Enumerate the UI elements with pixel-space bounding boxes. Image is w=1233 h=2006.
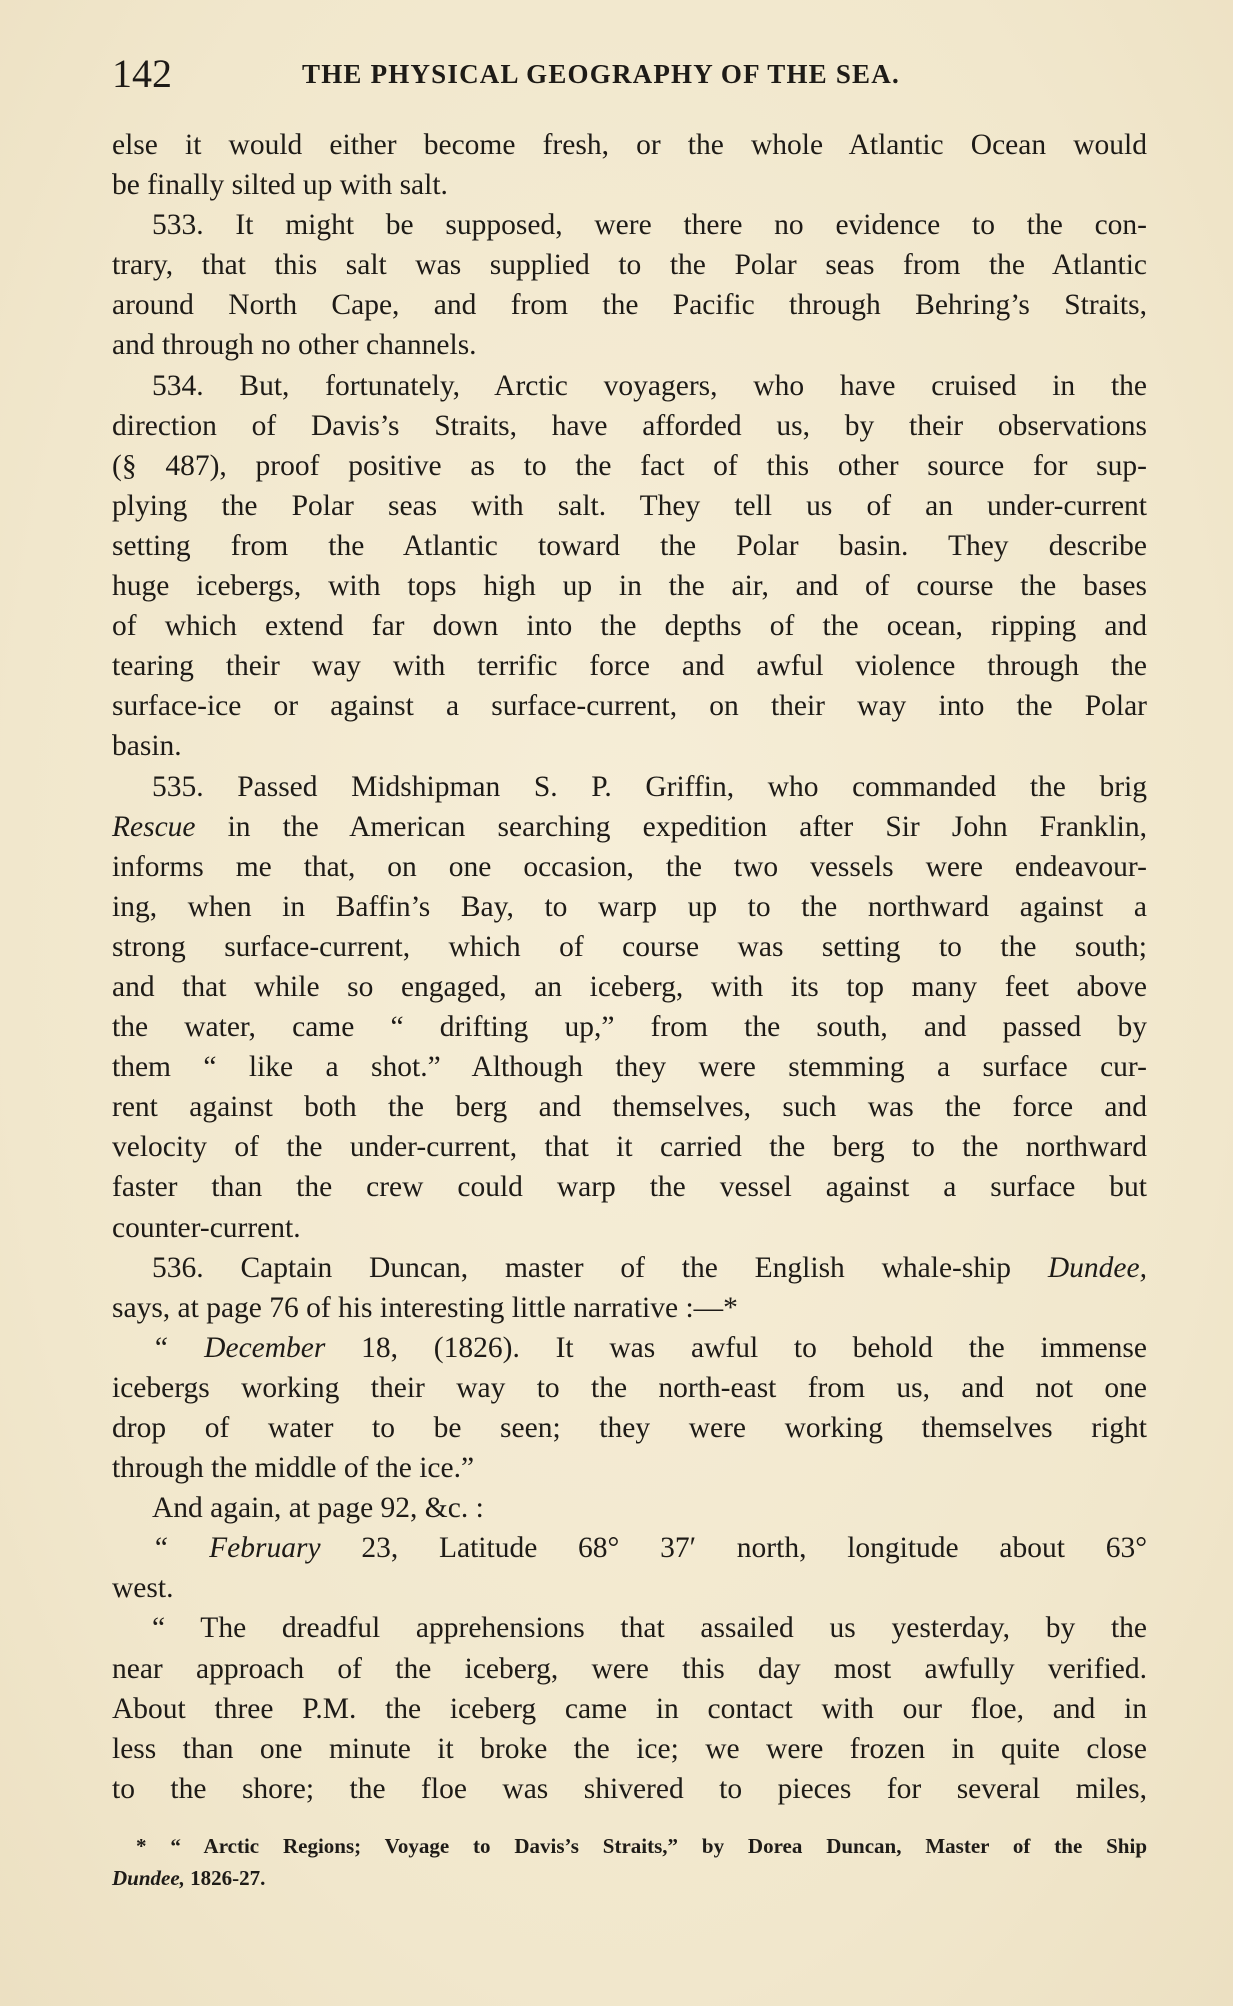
paragraph-533: 533. It might be supposed, were there no evidence to the con-: [152, 209, 1147, 242]
text-line: says, at page 76 of his interesting little narrative :—*: [112, 1291, 738, 1324]
footnote-line: [112, 1862, 1147, 1894]
text-line: through the middle of the ice.”: [112, 1452, 475, 1485]
text-line: rent against both the berg and themselves, such was the force and: [112, 1091, 1147, 1124]
text-line: of which extend far down into the depths of the ocean, ripping and: [112, 610, 1147, 643]
text-line: About three P.M. the iceberg came in contact with our floe, and in: [112, 1692, 1147, 1725]
text-line: “ The dreadful apprehensions that assailed us yesterday, by the: [152, 1612, 1147, 1645]
text-line: And again, at page 92, &c. :: [152, 1492, 484, 1525]
footnote-years: 1826-27.: [184, 1866, 266, 1890]
page-header: [112, 44, 1132, 104]
text-line: informs me that, on one occasion, the two vessels were endeavour-: [112, 850, 1147, 883]
text-line: surface-ice or against a surface-current, on their way into the Polar: [112, 690, 1147, 723]
footnote-line: * “ Arctic Regions; Voyage to Davis’s Straits,” by Dorea Duncan, Master of the Ship: [136, 1834, 1147, 1858]
paragraph-536: [112, 1248, 1147, 1288]
text-line: faster than the crew could warp the vessel against a surface but: [112, 1171, 1147, 1204]
running-title: THE PHYSICAL GEOGRAPHY OF THE SEA.: [302, 59, 900, 89]
paragraph-535: 535. Passed Midshipman S. P. Griffin, who commanded the brig: [152, 770, 1147, 803]
text-line: icebergs working their way to the north-east from us, and not one: [112, 1371, 1147, 1404]
quote-february: [112, 1528, 1147, 1568]
text-line: and that while so engaged, an iceberg, with its top many feet above: [112, 970, 1147, 1003]
text-line: ing, when in Baffin’s Bay, to warp up to the northward against a: [112, 890, 1147, 923]
text-line: and through no other channels.: [112, 329, 477, 362]
text-line-start: 536. Captain Duncan, master of the English whale-ship: [152, 1251, 1048, 1284]
text-line: setting from the Atlantic toward the Polar basin. They describe: [112, 529, 1147, 562]
text-line: be finally silted up with salt.: [112, 169, 448, 202]
footnote-ship-name: Dundee,: [112, 1866, 185, 1890]
paragraph-534: 534. But, fortunately, Arctic voyagers, who have cruised in the: [152, 369, 1147, 402]
date-december: “ December: [152, 1331, 326, 1364]
text-line-rest: 23, Latitude 68° 37′ north, longitude about 63°: [320, 1532, 1147, 1565]
text-line: trary, that this salt was supplied to the Polar seas from the Atlantic: [112, 249, 1147, 282]
text-line: else it would either become fresh, or the whole Atlantic Ocean would: [112, 129, 1147, 161]
footnote: [112, 1830, 1147, 1894]
text-line: counter-current.: [112, 1211, 301, 1244]
text-line-rest: in the American searching expedition after Sir John Franklin,: [195, 810, 1147, 843]
text-line: west.: [112, 1572, 174, 1605]
text-line: them “ like a shot.” Although they were stemming a surface cur-: [112, 1051, 1147, 1084]
text-line: velocity of the under-current, that it carried the berg to the northward: [112, 1131, 1147, 1164]
quote-december: [112, 1328, 1147, 1368]
text-line: drop of water to be seen; they were working themselves right: [112, 1412, 1147, 1444]
text-line: (§ 487), proof positive as to the fact of this other source for sup-: [112, 449, 1147, 482]
text-line: plying the Polar seas with salt. They tell us of an under-current: [112, 489, 1147, 522]
text-line: direction of Davis’s Straits, have afforded us, by their observations: [112, 409, 1147, 442]
text-line: huge icebergs, with tops high up in the air, and of course the bases: [112, 570, 1147, 603]
text-line: to the shore; the floe was shivered to pieces for several miles,: [112, 1772, 1147, 1805]
text-line: the water, came “ drifting up,” from the south, and passed by: [112, 1011, 1147, 1044]
ship-name-rescue: Rescue: [112, 810, 196, 843]
text-line: basin.: [112, 730, 182, 763]
text-line: around North Cape, and from the Pacific through Behring’s Straits,: [112, 289, 1147, 322]
text-line: strong surface-current, which of course was setting to the south;: [112, 930, 1147, 963]
text-line: near approach of the iceberg, were this day most awfully verified.: [112, 1652, 1147, 1685]
page-number: 142: [112, 51, 172, 96]
text-line: [112, 807, 1147, 847]
text-line: tearing their way with terrific force and awful violence through the: [112, 650, 1147, 683]
text-line-rest: 18, (1826). It was awful to behold the immense: [325, 1331, 1147, 1364]
text-line: less than one minute it broke the ice; we were frozen in quite close: [112, 1732, 1147, 1765]
body-text: [112, 125, 1147, 1809]
ship-name-dundee: Dundee,: [1047, 1251, 1147, 1284]
date-february: “ February: [152, 1532, 321, 1565]
